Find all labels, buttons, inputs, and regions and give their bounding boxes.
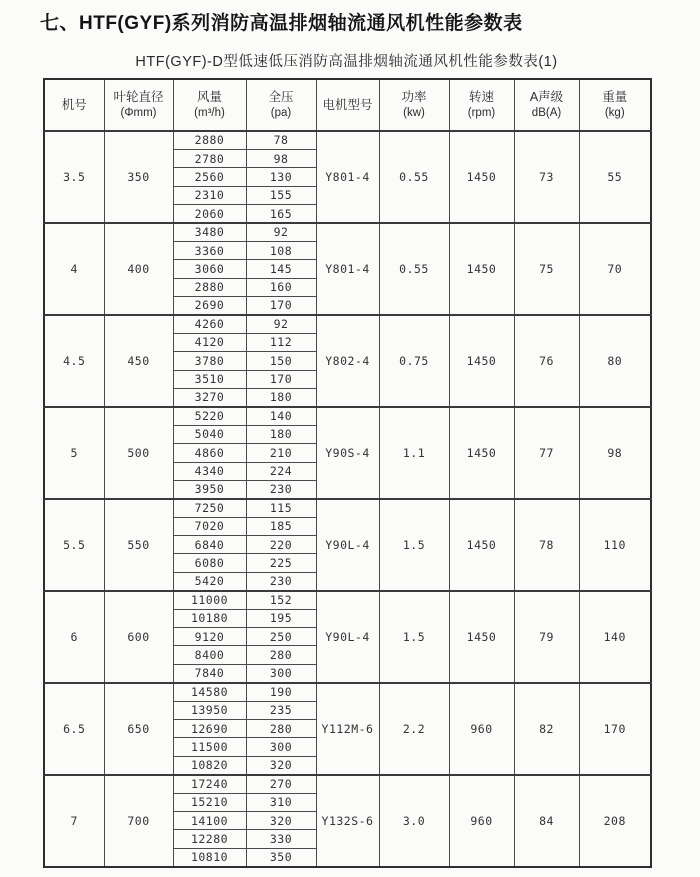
cell-air-volume: 4120 [173,333,246,351]
cell-total-pressure: 150 [246,352,316,370]
cell-total-pressure: 92 [246,315,316,333]
cell-noise-level: 75 [514,223,579,315]
cell-speed: 1450 [449,591,514,683]
cell-weight: 170 [579,683,651,775]
cell-total-pressure: 280 [246,646,316,664]
table-row [44,315,651,333]
cell-motor-model: Y90L-4 [316,591,379,683]
cell-total-pressure: 230 [246,572,316,590]
cell-total-pressure: 185 [246,517,316,535]
cell-model-no: 3.5 [44,131,104,223]
cell-weight: 98 [579,407,651,499]
cell-total-pressure: 115 [246,499,316,517]
cell-air-volume: 17240 [173,775,246,793]
cell-power: 3.0 [379,775,449,867]
cell-speed: 1450 [449,499,514,591]
col-header-weight: 重量 (kg) [579,79,651,131]
cell-model-no: 4 [44,223,104,315]
cell-air-volume: 5420 [173,572,246,590]
cell-air-volume: 7840 [173,664,246,682]
col-header-power: 功率 (kw) [379,79,449,131]
page-title: 七、HTF(GYF)系列消防高温排烟轴流通风机性能参数表 [40,13,523,34]
cell-air-volume: 6840 [173,536,246,554]
cell-noise-level: 79 [514,591,579,683]
cell-total-pressure: 320 [246,811,316,829]
cell-power: 1.1 [379,407,449,499]
cell-total-pressure: 145 [246,260,316,278]
cell-weight: 208 [579,775,651,867]
cell-noise-level: 78 [514,499,579,591]
cell-impeller-diameter: 500 [104,407,173,499]
cell-air-volume: 2880 [173,278,246,296]
cell-noise-level: 76 [514,315,579,407]
cell-air-volume: 2310 [173,186,246,204]
cell-impeller-diameter: 650 [104,683,173,775]
cell-air-volume: 4340 [173,462,246,480]
cell-air-volume: 6080 [173,554,246,572]
cell-total-pressure: 300 [246,738,316,756]
cell-noise-level: 77 [514,407,579,499]
cell-total-pressure: 310 [246,793,316,811]
cell-speed: 1450 [449,315,514,407]
cell-model-no: 7 [44,775,104,867]
cell-air-volume: 15210 [173,793,246,811]
cell-speed: 1450 [449,131,514,223]
cell-total-pressure: 330 [246,830,316,848]
cell-total-pressure: 350 [246,848,316,866]
cell-air-volume: 14580 [173,683,246,701]
cell-weight: 70 [579,223,651,315]
cell-speed: 960 [449,775,514,867]
cell-weight: 55 [579,131,651,223]
col-header-impeller-diameter: 叶轮直径 (Φmm) [104,79,173,131]
cell-total-pressure: 170 [246,297,316,315]
cell-model-no: 5 [44,407,104,499]
cell-air-volume: 2780 [173,149,246,167]
cell-noise-level: 84 [514,775,579,867]
col-header-air-volume: 风量 (m³/h) [173,79,246,131]
cell-impeller-diameter: 400 [104,223,173,315]
cell-total-pressure: 180 [246,425,316,443]
cell-air-volume: 13950 [173,701,246,719]
col-header-model-no: 机号 [44,79,104,131]
cell-model-no: 6.5 [44,683,104,775]
cell-total-pressure: 320 [246,756,316,774]
cell-motor-model: Y132S-6 [316,775,379,867]
table-row [44,499,651,517]
cell-total-pressure: 220 [246,536,316,554]
cell-model-no: 5.5 [44,499,104,591]
table-subtitle: HTF(GYF)-D型低速低压消防高温排烟轴流通风机性能参数表(1) [135,54,558,70]
cell-impeller-diameter: 550 [104,499,173,591]
cell-total-pressure: 98 [246,149,316,167]
col-header-speed: 转速 (rpm) [449,79,514,131]
cell-power: 1.5 [379,591,449,683]
table-row [44,223,651,241]
table-row [44,683,651,701]
cell-air-volume: 7250 [173,499,246,517]
fan-performance-table [43,78,652,868]
cell-air-volume: 5040 [173,425,246,443]
table-body [44,131,651,867]
cell-air-volume: 2560 [173,168,246,186]
cell-air-volume: 10820 [173,756,246,774]
cell-motor-model: Y112M-6 [316,683,379,775]
cell-power: 2.2 [379,683,449,775]
cell-air-volume: 3510 [173,370,246,388]
cell-air-volume: 12690 [173,720,246,738]
cell-air-volume: 8400 [173,646,246,664]
cell-motor-model: Y90L-4 [316,499,379,591]
cell-impeller-diameter: 600 [104,591,173,683]
cell-weight: 80 [579,315,651,407]
cell-air-volume: 7020 [173,517,246,535]
cell-motor-model: Y802-4 [316,315,379,407]
cell-noise-level: 82 [514,683,579,775]
cell-total-pressure: 130 [246,168,316,186]
cell-air-volume: 3950 [173,480,246,498]
cell-total-pressure: 230 [246,480,316,498]
cell-model-no: 4.5 [44,315,104,407]
cell-power: 0.55 [379,131,449,223]
cell-total-pressure: 225 [246,554,316,572]
cell-air-volume: 11000 [173,591,246,609]
cell-total-pressure: 160 [246,278,316,296]
cell-total-pressure: 108 [246,241,316,259]
cell-total-pressure: 165 [246,205,316,223]
cell-total-pressure: 190 [246,683,316,701]
cell-total-pressure: 152 [246,591,316,609]
cell-air-volume: 10180 [173,609,246,627]
cell-total-pressure: 280 [246,720,316,738]
col-header-noise-level: A声级 dB(A) [514,79,579,131]
cell-total-pressure: 195 [246,609,316,627]
cell-speed: 1450 [449,407,514,499]
cell-air-volume: 10810 [173,848,246,866]
cell-total-pressure: 235 [246,701,316,719]
cell-air-volume: 12280 [173,830,246,848]
cell-air-volume: 9120 [173,628,246,646]
cell-total-pressure: 210 [246,444,316,462]
cell-motor-model: Y801-4 [316,131,379,223]
cell-total-pressure: 170 [246,370,316,388]
cell-weight: 140 [579,591,651,683]
cell-total-pressure: 224 [246,462,316,480]
cell-weight: 110 [579,499,651,591]
cell-power: 0.55 [379,223,449,315]
cell-air-volume: 14100 [173,811,246,829]
cell-total-pressure: 78 [246,131,316,149]
cell-noise-level: 73 [514,131,579,223]
table-row [44,407,651,425]
cell-total-pressure: 92 [246,223,316,241]
cell-air-volume: 4260 [173,315,246,333]
table-row [44,775,651,793]
table-row [44,591,651,609]
cell-total-pressure: 112 [246,333,316,351]
header-row [44,79,651,131]
col-header-motor-model: 电机型号 [316,79,379,131]
cell-power: 1.5 [379,499,449,591]
cell-motor-model: Y801-4 [316,223,379,315]
cell-impeller-diameter: 350 [104,131,173,223]
cell-speed: 960 [449,683,514,775]
cell-speed: 1450 [449,223,514,315]
cell-air-volume: 2060 [173,205,246,223]
cell-air-volume: 3780 [173,352,246,370]
cell-air-volume: 5220 [173,407,246,425]
cell-motor-model: Y90S-4 [316,407,379,499]
table-row [44,131,651,149]
cell-power: 0.75 [379,315,449,407]
cell-impeller-diameter: 700 [104,775,173,867]
cell-air-volume: 3480 [173,223,246,241]
cell-total-pressure: 270 [246,775,316,793]
cell-total-pressure: 180 [246,388,316,406]
cell-air-volume: 3360 [173,241,246,259]
cell-air-volume: 2690 [173,297,246,315]
col-header-total-pressure: 全压 (pa) [246,79,316,131]
cell-air-volume: 3060 [173,260,246,278]
cell-model-no: 6 [44,591,104,683]
cell-impeller-diameter: 450 [104,315,173,407]
cell-total-pressure: 155 [246,186,316,204]
cell-total-pressure: 300 [246,664,316,682]
cell-total-pressure: 140 [246,407,316,425]
cell-air-volume: 2880 [173,131,246,149]
cell-air-volume: 4860 [173,444,246,462]
cell-air-volume: 11500 [173,738,246,756]
cell-air-volume: 3270 [173,388,246,406]
cell-total-pressure: 250 [246,628,316,646]
